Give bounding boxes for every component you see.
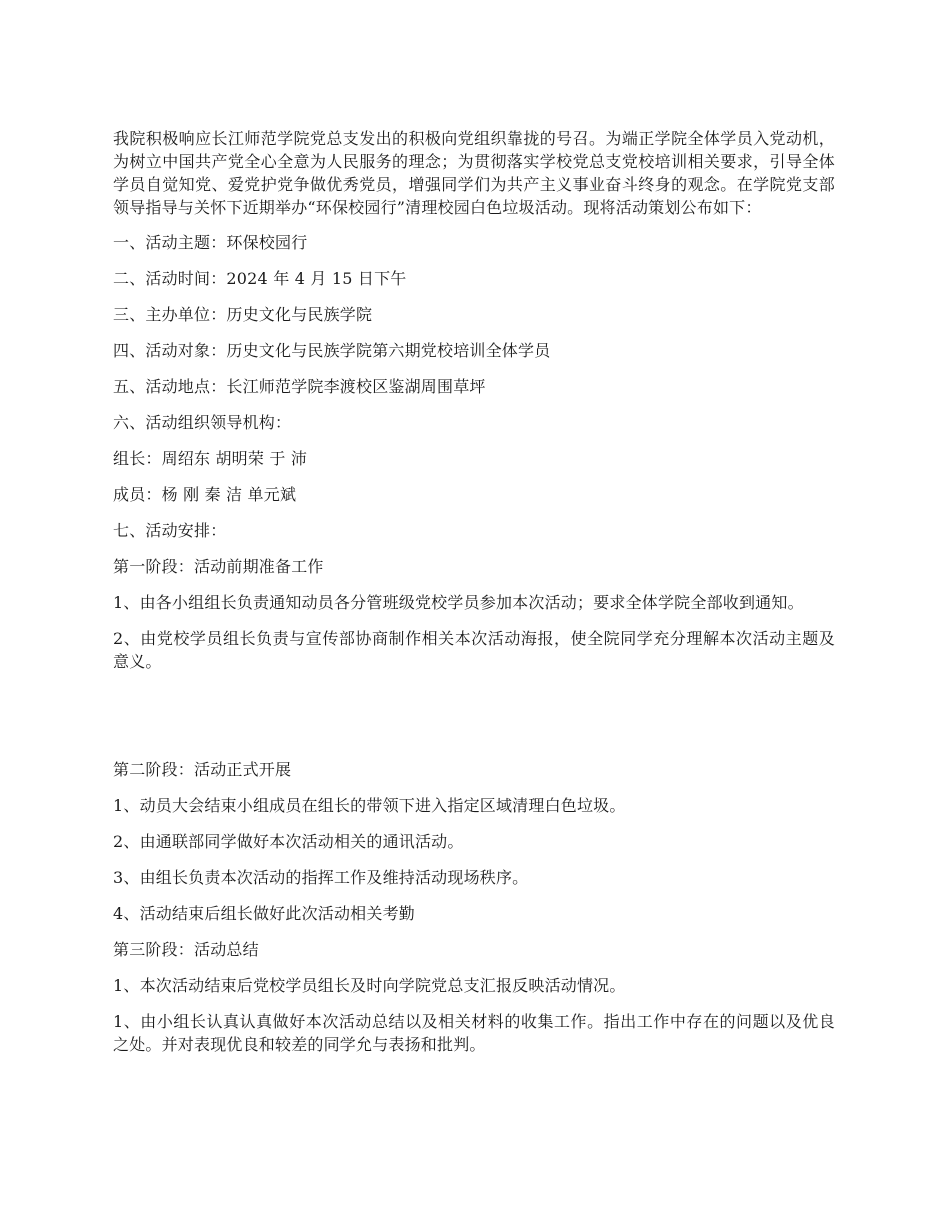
activity-organizer: 三、主办单位：历史文化与民族学院 (113, 305, 373, 324)
section-gap (113, 686, 835, 758)
document-body (113, 127, 835, 1069)
stage3-item: 1、本次活动结束后党校学员组长及时向学院党总支汇报反映活动情况。 (113, 976, 626, 995)
leadership-heading: 六、活动组织领导机构： (113, 413, 292, 432)
stage1-item: 2、由党校学员组长负责与宣传部协商制作相关本次活动海报，使全院同学充分理解本次活动主题及意义。 (113, 629, 835, 671)
stage3-heading: 第三阶段：活动总结 (113, 940, 259, 959)
stage1-heading: 第一阶段：活动前期准备工作 (113, 557, 324, 576)
stage1-item: 1、由各小组组长负责通知动员各分管班级党校学员参加本次活动；要求全体学院全部收到通知。 (113, 593, 804, 612)
stage2-item: 1、动员大会结束小组成员在组长的带领下进入指定区域清理白色垃圾。 (113, 796, 626, 815)
activity-location: 五、活动地点：长江师范学院李渡校区鉴湖周围草坪 (113, 377, 486, 396)
activity-theme: 一、活动主题：环保校园行 (113, 233, 308, 252)
intro-paragraph: 我院积极响应长江师范学院党总支发出的积极向党组织靠拢的号召。为端正学院全体学员入党动机，为树立中国共产党全心全意为人民服务的理念；为贯彻落实学校党总支党校培训相关要求，引导全体学员自觉知党、爱党护党争做优秀党员，增强同学们为共产主义事业奋斗终身的观念。在学院党支部领导指导与关怀下近期举办“环保校园行”清理校园白色垃圾活动。现将活动策划公布如下： (113, 129, 835, 217)
activity-audience: 四、活动对象：历史文化与民族学院第六期党校培训全体学员 (113, 341, 551, 360)
stage3-item: 1、由小组长认真认真做好本次活动总结以及相关材料的收集工作。指出工作中存在的问题以及优良之处。并对表现优良和较差的同学允与表扬和批判。 (113, 1012, 835, 1054)
stage2-item: 4、活动结束后组长做好此次活动相关考勤 (113, 904, 415, 923)
stage2-item: 3、由组长负责本次活动的指挥工作及维持活动现场秩序。 (113, 868, 529, 887)
members-line: 成员：杨 刚 秦 洁 单元斌 (113, 485, 297, 504)
activity-time: 二、活动时间：2024 年 4 月 15 日下午 (113, 269, 407, 288)
leaders-line: 组长：周绍东 胡明荣 于 沛 (113, 449, 308, 468)
stage2-heading: 第二阶段：活动正式开展 (113, 760, 292, 779)
stage2-item: 2、由通联部同学做好本次活动相关的通讯活动。 (113, 832, 464, 851)
arrangement-heading: 七、活动安排： (113, 521, 227, 540)
